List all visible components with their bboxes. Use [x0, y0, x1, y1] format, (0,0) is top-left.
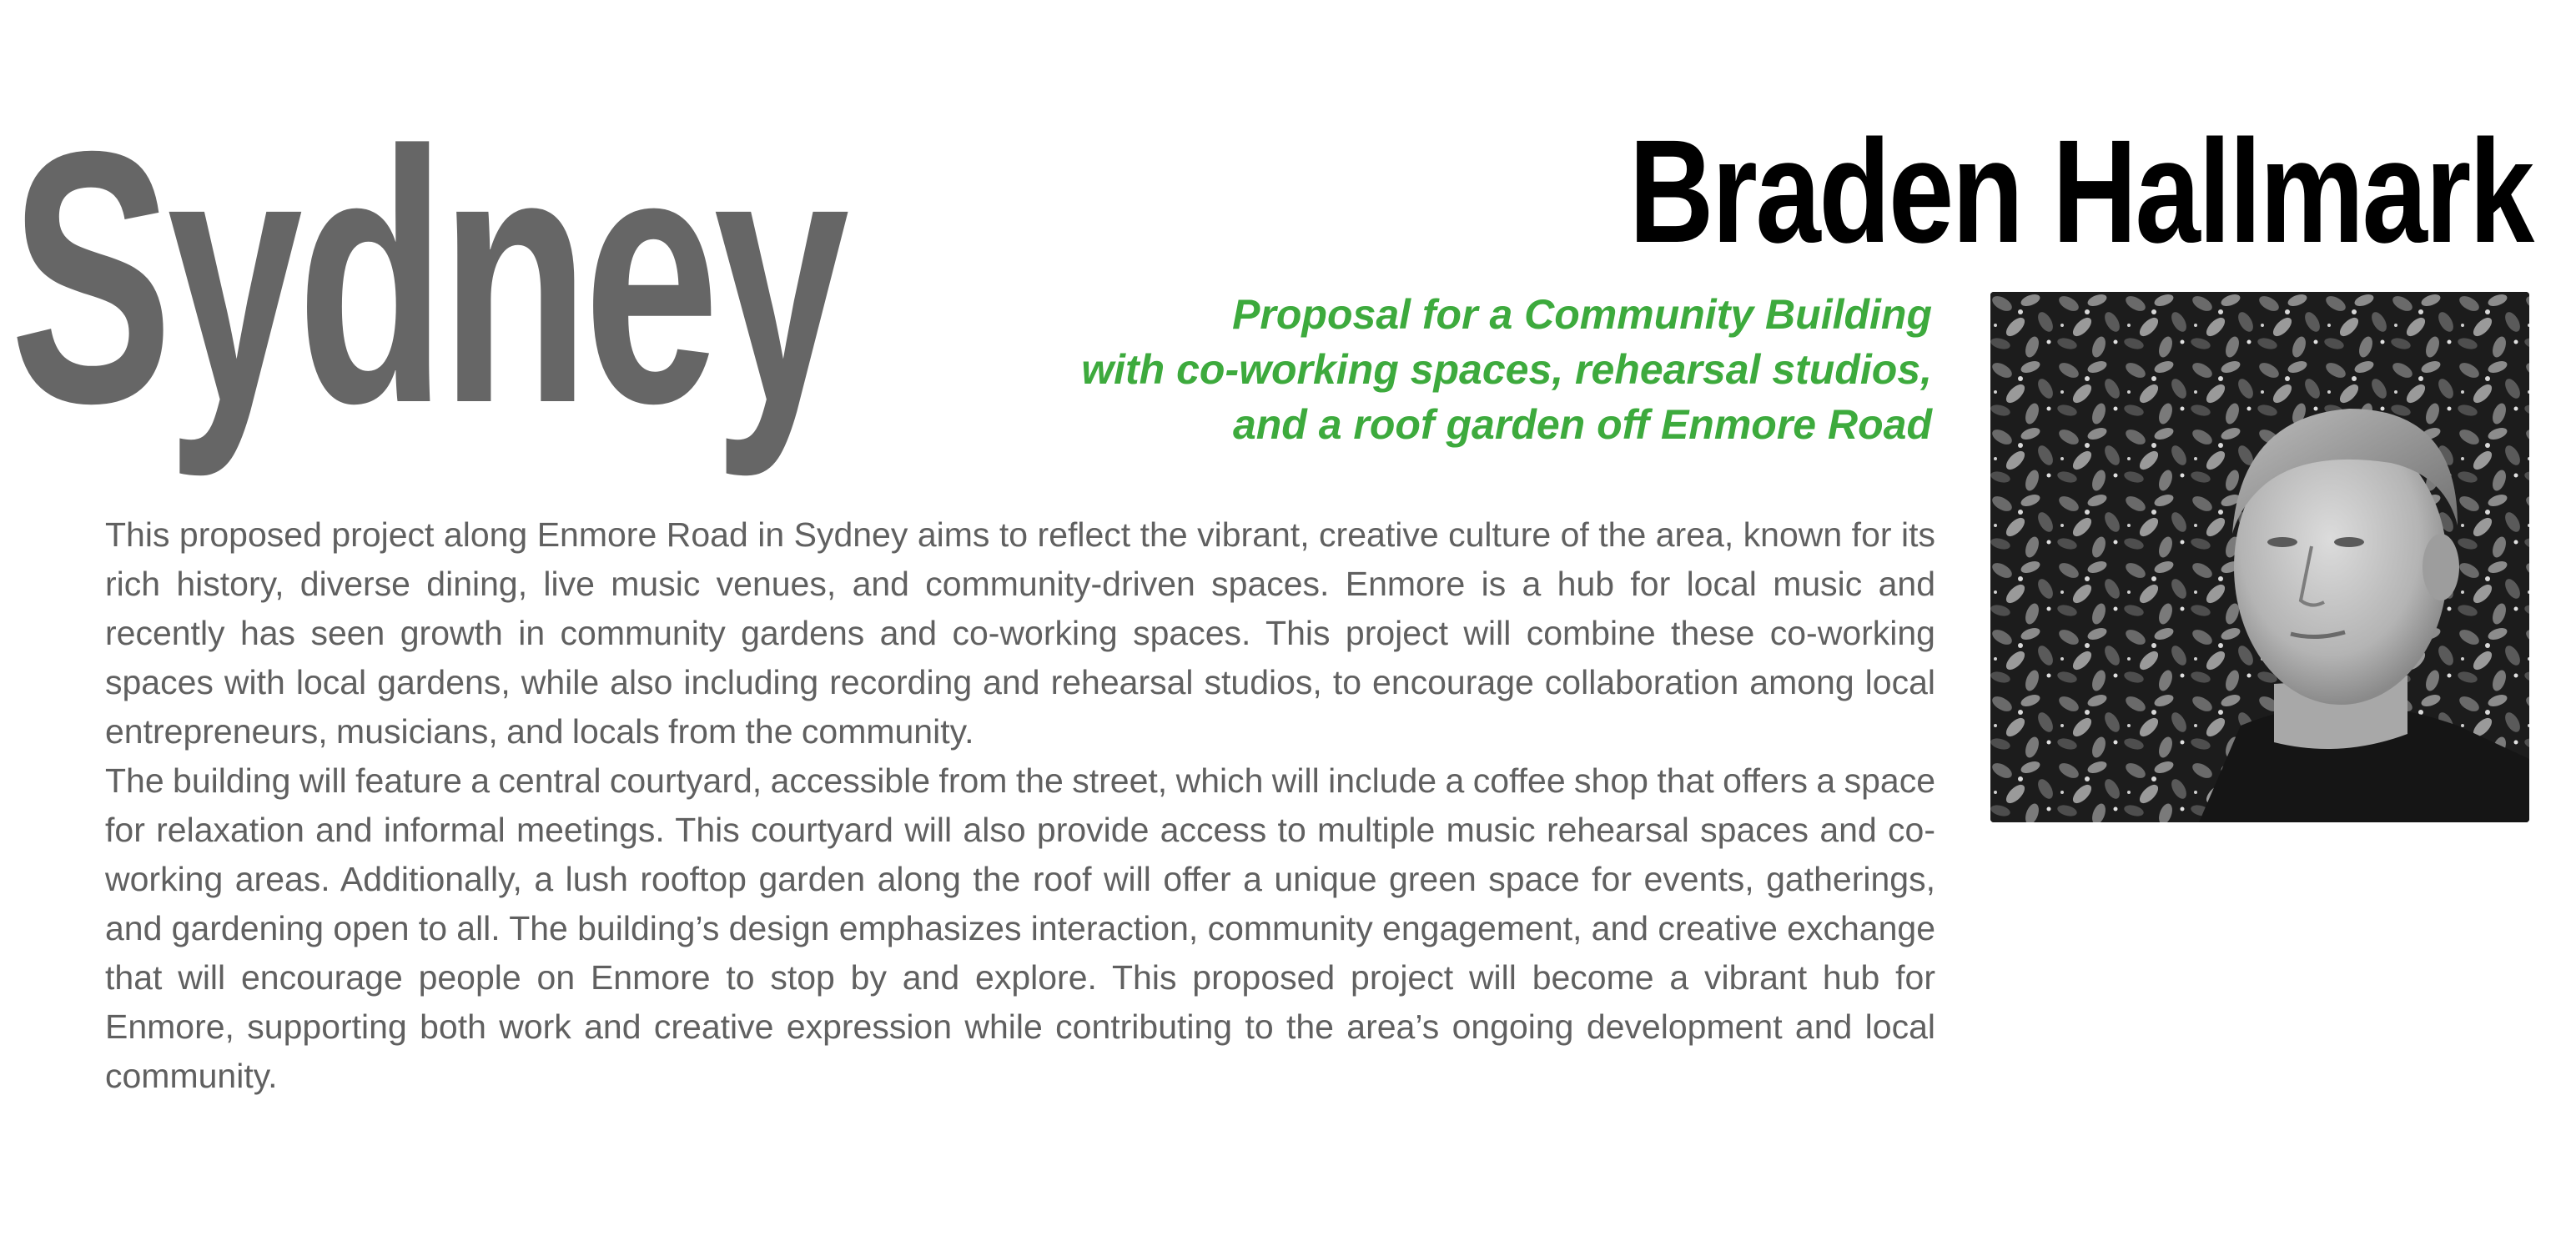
project-subtitle [764, 287, 1932, 452]
author-name: Braden Hallmark [1628, 110, 2533, 274]
subtitle-line-1: Proposal for a Community Building [1232, 291, 1932, 338]
description-paragraph-2: The building will feature a central courtyard, accessible from the street, which will include a coffee shop that offers a space for relaxation and informal meetings. This courtyard will also provide access to multiple music rehearsal spaces and co-working areas. Additionally, a lush rooftop garden along the roof will offer a unique green space for events, gatherings, and gardening open to all. The building’s design emphasizes interaction, community engagement, and creative exchange that will encourage people on Enmore to stop by and explore. This proposed project will become a vibrant hub for Enmore, supporting both work and creative expression while contributing to the area’s ongoing development and local community. [105, 761, 1935, 1095]
author-portrait [1990, 292, 2529, 822]
subtitle-line-2: with co-working spaces, rehearsal studios, [1081, 346, 1932, 393]
project-description [105, 510, 1935, 1101]
description-paragraph-1: This proposed project along Enmore Road in Sydney aims to reflect the vibrant, creative culture of the area, known for its rich history, diverse dining, live music venues, and community-driven spaces. Enmore is a hub for local music and recently has seen growth in community gardens and co-working spaces. This project will combine these co-working spaces with local gardens, while also including recording and rehearsal studios, to encourage collaboration among local entrepreneurs, musicians, and locals from the community. [105, 515, 1935, 751]
city-title: Sydney [10, 78, 844, 478]
subtitle-line-3: and a roof garden off Enmore Road [1232, 401, 1932, 448]
